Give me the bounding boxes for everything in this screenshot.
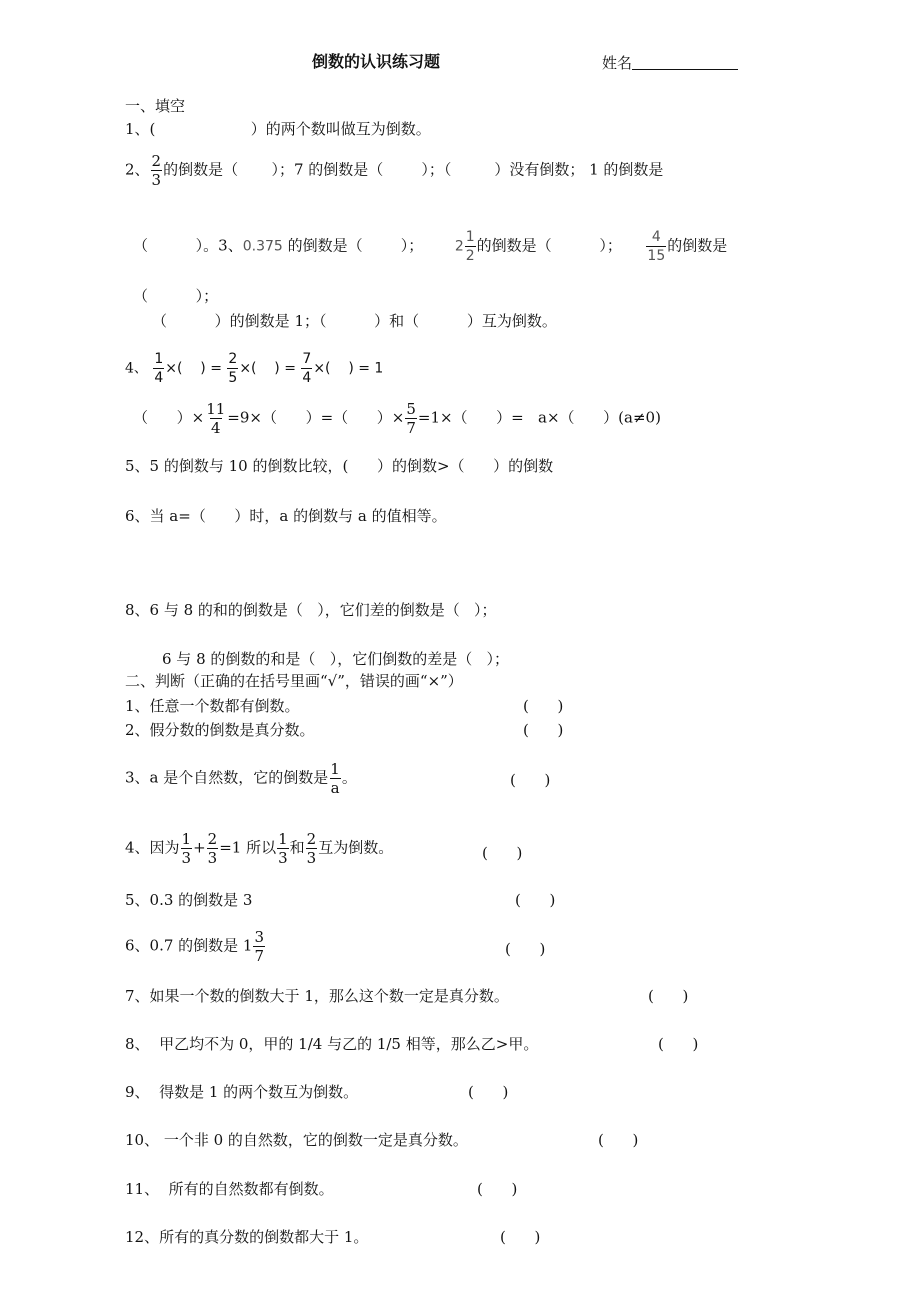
q3-line xyxy=(133,228,727,265)
q4-row2 xyxy=(133,400,661,437)
q4-row2-mid: =9×（ ）=（ ）× xyxy=(227,408,405,427)
q2-line xyxy=(125,152,663,189)
j4-frac-b xyxy=(207,830,219,867)
q2-prefix: 2、 xyxy=(125,160,150,179)
name-field[interactable] xyxy=(602,53,738,73)
j10-line: 10、 一个非 0 的自然数，它的倒数一定是真分数。 xyxy=(125,1131,468,1149)
q4-f5 xyxy=(405,400,417,437)
q1-line: 1、( ）的两个数叫做互为倒数。 xyxy=(125,120,431,138)
q3-after-mixed: 的倒数是（ ）； xyxy=(476,236,622,255)
q4-f3 xyxy=(301,350,312,387)
q4-f2 xyxy=(227,350,238,387)
q4-f1-num: 1 xyxy=(154,351,164,367)
j4-and: 和 xyxy=(289,838,305,857)
q2-fraction xyxy=(151,152,163,189)
j3-text: 3、a 是个自然数，它的倒数是 xyxy=(125,768,329,787)
j3-den: a xyxy=(330,779,340,797)
q3-lead: （ ）。3、 xyxy=(133,236,243,255)
j6-num: 3 xyxy=(254,928,265,946)
j12-answer-paren[interactable]: ( ) xyxy=(500,1228,541,1246)
page-title: 倒数的认识练习题 xyxy=(312,52,441,71)
j5-line: 5、0.3 的倒数是 3 xyxy=(125,891,253,909)
j9-line: 9、 得数是 1 的两个数互为倒数。 xyxy=(125,1083,359,1101)
j4-plus: + xyxy=(193,838,206,857)
j3-line xyxy=(125,760,357,797)
q3-frac-num: 4 xyxy=(651,229,661,245)
q3-decimal: 0.375 xyxy=(242,238,283,255)
q4-f3-den: 4 xyxy=(302,370,312,386)
j4-d-num: 2 xyxy=(306,830,317,848)
j4-d-den: 3 xyxy=(306,849,317,867)
q8-line-a: 8、6 与 8 的和的倒数是（ ），它们差的倒数是（ ）； xyxy=(125,601,497,619)
j5-answer-paren[interactable]: ( ) xyxy=(515,891,556,909)
j6-text: 6、0.7 的倒数是 1 xyxy=(125,936,253,955)
j7-line: 7、如果一个数的倒数大于 1，那么这个数一定是真分数。 xyxy=(125,987,509,1005)
j6-den: 7 xyxy=(254,947,265,965)
q5-line: 5、5 的倒数与 10 的倒数比较，( ）的倒数>（ ）的倒数 xyxy=(125,457,554,475)
j4-b-den: 3 xyxy=(207,849,218,867)
j11-line: 11、 所有的自然数都有倒数。 xyxy=(125,1180,334,1198)
q4-f5-den: 7 xyxy=(406,419,416,437)
q3-mixed-fraction xyxy=(465,228,476,265)
j3-fraction xyxy=(329,760,341,797)
q4-row2-lead: （ ）× xyxy=(133,408,205,427)
j2-answer-paren[interactable]: ( ) xyxy=(523,721,564,739)
q6-line: 6、当 a=（ ）时，a 的倒数与 a 的值相等。 xyxy=(125,507,447,525)
q4-row1 xyxy=(125,350,383,387)
q2-frac-num: 2 xyxy=(151,152,162,170)
j4-frac-d xyxy=(306,830,318,867)
q4-f4-num: 11 xyxy=(206,400,226,418)
j3-tail: 。 xyxy=(341,768,357,787)
j4-lead: 4、因为 xyxy=(125,838,180,857)
j6-fraction xyxy=(253,928,265,965)
q4-f5-num: 5 xyxy=(406,400,416,418)
j8-line: 8、 甲乙均不为 0，甲的 1/4 与乙的 1/5 相等，那么乙>甲。 xyxy=(125,1035,539,1053)
q2-text: 的倒数是（ ）；7 的倒数是（ ）；（ ）没有倒数； 1 的倒数是 xyxy=(163,160,664,179)
q4-f1 xyxy=(153,350,164,387)
name-blank-line[interactable] xyxy=(632,55,738,70)
j7-answer-paren[interactable]: ( ) xyxy=(648,987,689,1005)
j4-answer-paren[interactable]: ( ) xyxy=(482,844,523,862)
q3-frac-den: 15 xyxy=(647,248,666,264)
q3-after-decimal: 的倒数是（ ）； xyxy=(287,236,424,255)
q8-line-b: 6 与 8 的倒数的和是（ ），它们倒数的差是（ ）； xyxy=(162,650,510,668)
j10-answer-paren[interactable]: ( ) xyxy=(598,1131,639,1149)
j4-tail: 互为倒数。 xyxy=(318,838,394,857)
q4-part1: ×( ) = xyxy=(165,360,222,377)
j4-c-den: 3 xyxy=(278,849,288,867)
q3-line2: （ ）的倒数是 1；（ ）和（ ）互为倒数。 xyxy=(152,312,557,330)
name-label: 姓名 xyxy=(602,54,633,72)
j4-a-num: 1 xyxy=(181,830,192,848)
q3-fraction xyxy=(646,228,666,265)
q4-f2-num: 2 xyxy=(228,351,238,367)
j3-answer-paren[interactable]: ( ) xyxy=(510,771,551,789)
section1-heading: 一、填空 xyxy=(125,97,186,115)
j4-b-num: 2 xyxy=(207,830,218,848)
j4-line xyxy=(125,830,393,867)
j4-frac-a xyxy=(181,830,193,867)
j4-c-num: 1 xyxy=(278,830,288,848)
q4-f3-num: 7 xyxy=(302,351,312,367)
q3-after-frac: 的倒数是 xyxy=(667,236,728,255)
q3-mixed-num: 1 xyxy=(465,229,475,245)
j2-line: 2、假分数的倒数是真分数。 xyxy=(125,721,315,739)
q3-mixed-whole: 2 xyxy=(454,238,464,255)
q4-part3: ×( ) = 1 xyxy=(313,360,384,377)
j11-answer-paren[interactable]: ( ) xyxy=(477,1180,518,1198)
q4-f4 xyxy=(205,400,226,437)
j4-frac-c xyxy=(277,830,289,867)
q4-f1-den: 4 xyxy=(154,370,164,386)
j4-mid: =1 所以 xyxy=(219,838,277,857)
j12-line: 12、所有的真分数的倒数都大于 1。 xyxy=(125,1228,369,1246)
q4-f4-den: 4 xyxy=(210,419,221,437)
q4-f2-den: 5 xyxy=(228,370,238,386)
q4-prefix: 4、 xyxy=(125,360,148,377)
j8-answer-paren[interactable]: ( ) xyxy=(658,1035,699,1053)
q2-frac-den: 3 xyxy=(151,171,162,189)
j9-answer-paren[interactable]: ( ) xyxy=(468,1083,509,1101)
q3-mixed-den: 2 xyxy=(465,248,475,264)
section2-heading: 二、判断（正确的在括号里画“√”，错误的画“×”） xyxy=(125,672,463,690)
j1-answer-paren[interactable]: ( ) xyxy=(523,697,564,715)
j6-line xyxy=(125,928,266,965)
j4-a-den: 3 xyxy=(181,849,192,867)
j1-line: 1、任意一个数都有倒数。 xyxy=(125,697,300,715)
q3-cont: （ ）； xyxy=(133,287,219,305)
j3-num: 1 xyxy=(330,760,340,778)
j6-answer-paren[interactable]: ( ) xyxy=(505,940,546,958)
q4-part2: ×( ) = xyxy=(239,360,296,377)
q4-row2-end: =1×（ ）= a×（ ）(a≠0) xyxy=(417,408,661,427)
